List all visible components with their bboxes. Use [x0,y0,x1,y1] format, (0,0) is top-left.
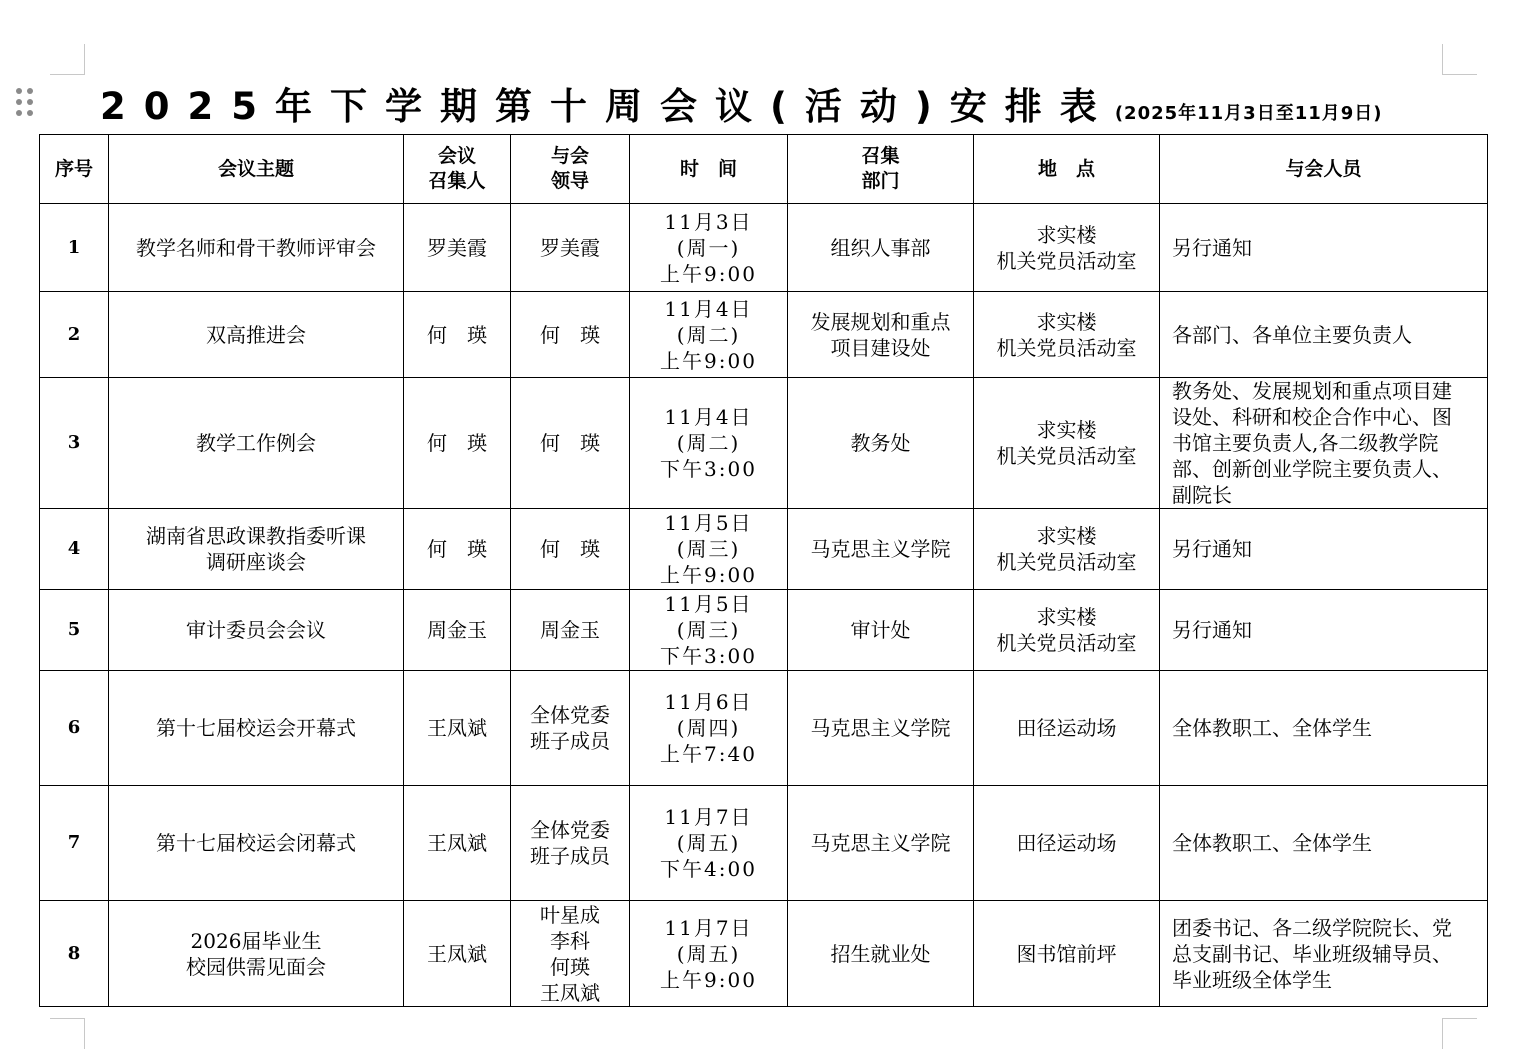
cell-topic-line: 调研座谈会 [206,550,306,574]
cell-topic-line: 审计委员会会议 [186,618,326,642]
cell-attendees-line: 毕业班级全体学生 [1172,967,1332,992]
header-location: 地 点 [974,135,1160,204]
cell-convener-line: 王凤斌 [427,941,487,966]
cell-leader-line: 李科 [550,928,590,953]
cell-time-line: (周二) [676,431,741,455]
cell-leader-line: 何 瑛 [540,537,600,561]
cell-attendees-line: 书馆主要负责人,各二级教学院 [1172,431,1439,455]
cell-location-line: 田径运动场 [1016,831,1117,855]
cell-attendees-line: 部、创新创业学院主要负责人、 [1172,457,1452,481]
cell-dept-line: 发展规划和重点 [810,309,951,334]
cell-time [630,901,788,1007]
cell-convener-line: 周金玉 [427,618,487,642]
cell-dept [788,378,974,509]
cell-topic-line: 2026届毕业生 [190,928,322,953]
cell-leader [511,204,630,292]
document-title [100,76,1500,132]
cell-leader [511,292,630,378]
cell-time-line: 11月4日 [664,405,753,429]
cell-attendees-line: 团委书记、各二级学院院长、党 [1172,915,1452,940]
cell-time-line: 上午9:00 [660,261,757,286]
cell-time [630,590,788,671]
cell-attendees-line: 全体教职工、全体学生 [1172,716,1372,740]
drag-handle-icon[interactable] [16,88,36,118]
cell-time-line: (周四) [676,716,741,740]
cell-index-line: 5 [67,619,81,640]
table-row [40,292,1488,378]
cell-location-line: 求实楼 [1036,309,1097,334]
cell-leader-line: 叶星成 [540,902,600,927]
cell-dept-line: 马克思主义学院 [810,537,951,561]
cell-dept [788,590,974,671]
cell-location [974,590,1160,671]
cell-topic [109,378,404,509]
cell-topic [109,671,404,786]
cell-convener [404,590,511,671]
cell-attendees-line: 各部门、各单位主要负责人 [1172,322,1412,347]
cell-time-line: (周三) [676,537,741,561]
cell-attendees [1160,590,1488,671]
cell-time-line: 11月5日 [664,511,753,535]
cell-time-line: (周一) [676,235,741,260]
cell-time-line: (周三) [676,618,741,642]
cell-index [40,671,109,786]
cell-location-line: 求实楼 [1036,222,1097,247]
cell-time [630,292,788,378]
cell-time-line: 下午3:00 [660,457,757,481]
cell-leader-line: 全体党委 [530,703,610,727]
cell-index-line: 4 [67,538,81,559]
table-row [40,509,1488,590]
cell-dept-line: 组织人事部 [830,235,931,260]
table-header-row [40,135,1488,204]
cell-index [40,901,109,1007]
page-corner-mark [1442,1018,1477,1049]
page-corner-mark [50,1018,85,1049]
cell-time-line: 11月4日 [664,296,753,321]
cell-time-line: 下午3:00 [660,644,757,668]
cell-location-line: 机关党员活动室 [996,550,1137,574]
cell-leader [511,901,630,1007]
cell-leader-line: 何 瑛 [540,322,600,347]
cell-index-line: 7 [67,832,81,853]
schedule-table [39,134,1488,1007]
cell-attendees-line: 另行通知 [1172,537,1252,561]
cell-index [40,590,109,671]
cell-location-line: 机关党员活动室 [996,335,1137,360]
cell-topic [109,292,404,378]
cell-leader-line: 班子成员 [530,729,610,753]
cell-topic [109,590,404,671]
cell-convener-line: 罗美霞 [427,235,487,260]
cell-location-line: 求实楼 [1036,605,1097,629]
cell-convener [404,509,511,590]
cell-location [974,509,1160,590]
cell-location-line: 图书馆前坪 [1016,941,1117,966]
cell-leader-line: 全体党委 [530,818,610,842]
cell-index [40,786,109,901]
cell-location [974,378,1160,509]
cell-leader-line: 班子成员 [530,844,610,868]
cell-topic [109,901,404,1007]
cell-time [630,509,788,590]
table-row [40,378,1488,509]
cell-index [40,509,109,590]
cell-time-line: 11月7日 [664,915,753,940]
cell-time-line: (周二) [676,322,741,347]
header-attendees: 与会人员 [1160,135,1488,204]
cell-location [974,786,1160,901]
table-row [40,901,1488,1007]
cell-topic [109,509,404,590]
cell-index-line: 8 [67,942,81,964]
cell-index [40,292,109,378]
cell-index-line: 2 [67,323,81,345]
cell-convener-line: 王凤斌 [427,716,487,740]
cell-leader-line: 周金玉 [540,618,600,642]
cell-dept [788,901,974,1007]
table-row [40,786,1488,901]
cell-convener-line: 何 瑛 [427,431,487,455]
cell-attendees-line: 全体教职工、全体学生 [1172,831,1372,855]
cell-convener [404,901,511,1007]
cell-leader [511,786,630,901]
cell-dept-line: 教务处 [850,431,911,455]
cell-convener-line: 何 瑛 [427,322,487,347]
cell-attendees-line: 另行通知 [1172,618,1252,642]
page-corner-mark [1442,44,1477,75]
cell-leader [511,671,630,786]
cell-dept [788,509,974,590]
cell-convener [404,378,511,509]
cell-location [974,292,1160,378]
cell-topic [109,204,404,292]
cell-index-line: 1 [67,236,81,258]
cell-attendees-line: 另行通知 [1172,235,1252,260]
cell-convener [404,786,511,901]
cell-leader-line: 何 瑛 [540,431,600,455]
cell-convener [404,204,511,292]
cell-attendees [1160,671,1488,786]
cell-time-line: 上午9:00 [660,563,757,587]
cell-time-line: (周五) [676,831,741,855]
cell-index [40,204,109,292]
cell-attendees [1160,292,1488,378]
cell-time-line: 上午9:00 [660,348,757,373]
cell-topic-line: 校园供需见面会 [186,954,326,979]
cell-time [630,786,788,901]
cell-index-line: 6 [67,717,81,738]
cell-time-line: 11月3日 [664,209,753,234]
cell-topic-line: 第十七届校运会开幕式 [156,716,356,740]
cell-location [974,901,1160,1007]
cell-time-line: 11月6日 [664,690,753,714]
cell-dept-line: 项目建设处 [830,335,931,360]
page-corner-mark [50,44,85,75]
cell-topic-line: 教学名师和骨干教师评审会 [136,235,376,260]
cell-location-line: 田径运动场 [1016,716,1117,740]
table-row [40,204,1488,292]
cell-leader [511,590,630,671]
cell-attendees [1160,204,1488,292]
cell-location-line: 机关党员活动室 [996,631,1137,655]
header-topic: 会议主题 [109,135,404,204]
cell-convener [404,292,511,378]
title-date-range: (2025年11月3日至11月9日) [1114,103,1383,124]
table-row [40,590,1488,671]
cell-time-line: 上午9:00 [660,967,757,992]
cell-time-line: (周五) [676,941,741,966]
cell-dept [788,204,974,292]
cell-dept-line: 审计处 [850,618,911,642]
cell-location-line: 求实楼 [1036,418,1097,442]
cell-time [630,378,788,509]
cell-attendees-line: 教务处、发展规划和重点项目建 [1172,379,1452,403]
cell-attendees [1160,786,1488,901]
cell-topic-line: 教学工作例会 [196,431,316,455]
cell-dept-line: 招生就业处 [830,941,931,966]
cell-dept [788,292,974,378]
cell-topic-line: 第十七届校运会闭幕式 [156,831,356,855]
cell-topic-line: 双高推进会 [206,322,306,347]
cell-attendees-line: 副院长 [1172,483,1232,507]
cell-location-line: 机关党员活动室 [996,248,1137,273]
title-main: 2025年下学期第十周会议(活动)安排表 [100,85,1115,128]
cell-dept [788,786,974,901]
cell-dept-line: 马克思主义学院 [810,716,951,740]
cell-leader-line: 何瑛 [550,954,590,979]
header-leader: 与会 领导 [511,135,630,204]
cell-convener [404,671,511,786]
header-convener: 会议 召集人 [404,135,511,204]
cell-attendees-line: 设处、科研和校企合作中心、图 [1172,405,1452,429]
cell-time [630,204,788,292]
table-row [40,671,1488,786]
header-index: 序号 [40,135,109,204]
header-time: 时 间 [630,135,788,204]
cell-topic-line: 湖南省思政课教指委听课 [146,524,366,548]
cell-location [974,671,1160,786]
cell-location [974,204,1160,292]
cell-attendees [1160,901,1488,1007]
cell-convener-line: 王凤斌 [427,831,487,855]
cell-index [40,378,109,509]
cell-convener-line: 何 瑛 [427,537,487,561]
header-dept: 召集 部门 [788,135,974,204]
cell-time-line: 11月7日 [664,805,753,829]
cell-leader [511,509,630,590]
cell-dept [788,671,974,786]
cell-index-line: 3 [67,432,81,453]
cell-attendees [1160,378,1488,509]
cell-time-line: 11月5日 [664,592,753,616]
cell-topic [109,786,404,901]
cell-leader-line: 罗美霞 [540,235,600,260]
cell-attendees [1160,509,1488,590]
cell-leader-line: 王凤斌 [540,980,600,1005]
cell-time-line: 上午7:40 [660,742,757,766]
cell-dept-line: 马克思主义学院 [810,831,951,855]
cell-time [630,671,788,786]
cell-location-line: 求实楼 [1036,524,1097,548]
cell-time-line: 下午4:00 [660,857,757,881]
cell-location-line: 机关党员活动室 [996,444,1137,468]
cell-leader [511,378,630,509]
cell-attendees-line: 总支副书记、毕业班级辅导员、 [1172,941,1452,966]
